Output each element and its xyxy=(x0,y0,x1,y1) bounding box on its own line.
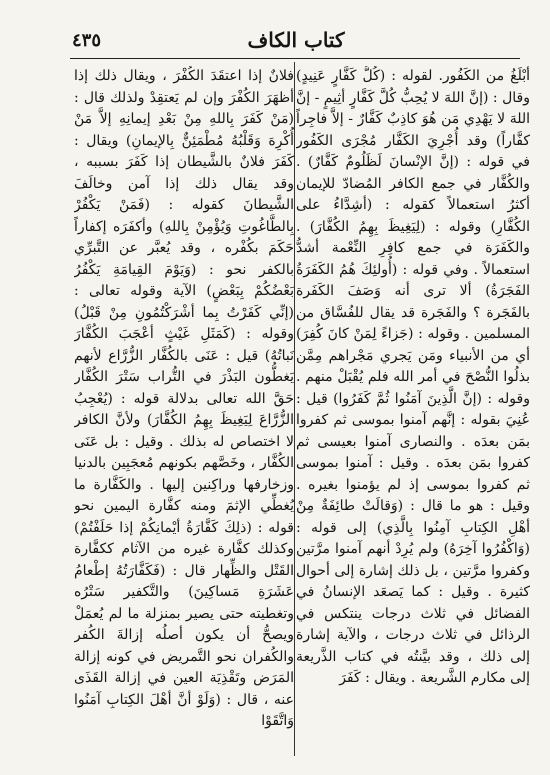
right-column-text: أبْلَغُ من الكَفُور. لقوله : (كُلُّ كَفَّارٍ عَنِيدٍ) وقال : (إنَّ اللهَ لا يُحِبُّ كُلَّ كَفَّارٍ أثِيمٍ - إنَّ اللهَ لا يَهْدِي مَن هُوَ كاذِبٌ كَفَّارٌ - إلاَّ فاجِراً كفَّاراً) وقد أُجْرِيَ الكَفَّار مُجْرَى الكَفُور في قوله : (إنَّ الإنْسانَ لَظَلُومٌ كَفَّارٌ) . والكُفَّار في جمع الكافر المُضادّ للإيمان أكثرُ استعمالاً كقوله : (أشِدَّاءُ على الكُفَّارِ) وقوله : (لِيَغِيظَ بِهِمُ الكُفَّارَ) . والكَفَرَة في جمع كافِرِ النِّعْمة أشدُّ استعمالاً . وفي قوله : (أُولئِكَ هُمُ الكَفَرَةُ الفَجَرَةُ) ألا ترى أنه وَصَفَ الكَفَرة بالفَجَرة ؟ والفَجَرة قد يقال للفُسَّاق من المسلمين . وقوله : (جَزاءً لِمَنْ كانَ كُفِرَ) أي من الأنبياء ومَن يَجري مَجْراهم مِمَّن بذلُوا النُّصْحَ في أمر الله فلم يُقْبَلْ منهم . وقوله : (إنَّ الَّذِينَ آمَنُوا ثُمَّ كَفَرُوا) قيل : عُنِيَ بقوله : إنَّهم آمنوا بموسى ثم كفروا بمَن بعدَه . والنصارى آمنوا بعيسى ثم كفروا بمَن بعدَه . وقيل : آمنوا بموسى ثم كفروا بموسى إذ لم يؤمنوا بغيره . وقيل : هو ما قال : (وَقالَتْ طائِفَةٌ مِنْ أهْلِ الكِتابِ آمِنُوا بِالَّذِي) إلى قوله : (وَاكْفُرُوا آخِرَهُ) ولم يُرِدْ أنهم آمنوا مرَّتين وكفروا مرَّتين ، بل ذلك إشارة إلى أحوال كثيرة . وقيل : كما يَصعَد الإنسانُ في الفضائل في ثلاث درجات ينتكس في الرذائل في ثلاث درجات ، والآية إشارة إلى ذلك ، وقد بيَّنتُه في كتاب الذَّريعة إلى مكارم الشَّريعة . ويقال : كَفَرَ xyxy=(296,68,530,686)
page-header xyxy=(70,26,522,58)
header-rule xyxy=(70,58,520,59)
page-title: كتاب الكاف xyxy=(247,28,345,52)
right-column xyxy=(296,66,530,756)
page-number: ٤٣٥ xyxy=(72,30,102,51)
left-column xyxy=(74,66,294,756)
left-column-text: فلانٌ إذا اعتقَدَ الكُفْرَ ، ويقال ذلك إذا أظهَرَ الكُفْرَ وإن لم يَعتقِدْ ولذلك قال : (مَنْ كَفَرَ بِاللهِ مِنْ بَعْدِ إيمانِهِ إلاَّ مَنْ أُكْرِهَ وَقَلْبُهُ مُطْمَئِنٌّ بِالإيمانِ) ويقال : كَفَرَ فلانٌ بالشَّيطان إذا كَفَرَ بسببه ، وقد يقال ذلك إذا آمن وخالَفَ الشَّيطانَ كقوله : (فَمَنْ يَكْفُرْ بِالطَّاغُوتِ وَيُؤْمِنْ بِاللهِ) وأكفَرَه إكفاراً حَكَمَ بكُفْره ، وقد يُعبَّر عن التَّبرِّي بالكفر نحو : (وَيَوْمَ القِيامَةِ يَكْفُرُ بَعْضُكُمْ بِبَعْضٍ) الآية وقوله تعالى : (إنِّي كَفَرْتُ بِما أشْرَكْتُمُونِ مِنْ قَبْلُ) وقوله : (كَمَثَلِ غَيْثٍ أعْجَبَ الكُفَّارَ نَباتُهُ) قيل : عَنَى بالكُفَّار الزُّرَّاع لأنهم يَغطُّون البَذْرَ في التُّراب سَتْرَ الكُفَّار حَقَّ الله تعالى بدلالة قوله : (يُعْجِبُ الزُّرَّاعَ لِيَغِيظَ بِهِمُ الكُفَّارَ) ولأنَّ الكافر لا اختصاص له بذلك . وقيل : بل عَنَى الكُفَّار ، وخَصَّهم بكونهم مُعجَبِين بالدنيا وزخارفها وراكِنين إليها . والكَفَّارة ما يُغطِّي الإثمَ ومنه كفَّارة اليمين نحو قوله : (ذلِكَ كَفَّارَةُ أيْمانِكُمْ إذا حَلَفْتُمْ) وكذلك كفَّارة غيره من الآثام ككفَّارة القَتْل والظِّهار قال : (فَكَفَّارَتُهُ إطْعامُ عَشَرَةِ مَساكِينَ) والتَّكفير سَتْرُه وتغطيته حتى يصير بمنزلة ما لم يُعمَلْ ويصحُّ أن يكون أصلُه إزالةَ الكُفر والكُفران نحو التَّمريض في كونه إزالة المَرَض وتَقْذِيَة العين في إزالة القَذَى عنه ، قال : (وَلَوْ أنَّ أهْلَ الكِتابِ آمَنُوا وَاتَّقَوْا xyxy=(74,68,294,729)
column-divider xyxy=(294,62,295,756)
